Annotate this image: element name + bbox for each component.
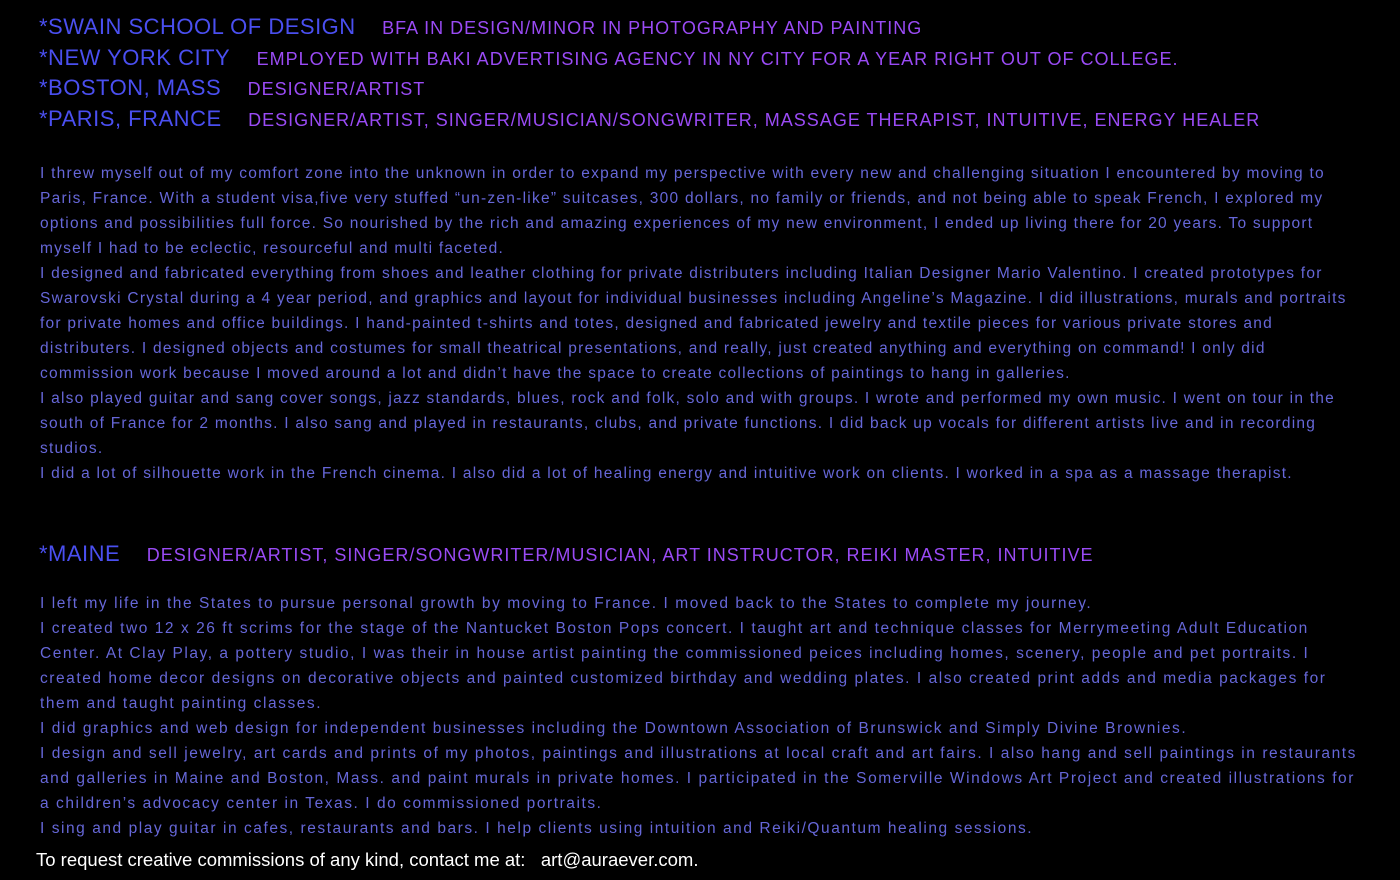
paragraph: I did a lot of silhouette work in the French cinema. I also did a lot of healing energy and intuitive work on clients. I worked in a spa as a massage therapist. — [40, 465, 1293, 482]
heading-role: EMPLOYED WITH BAKI ADVERTISING AGENCY IN NY CITY FOR A YEAR RIGHT OUT OF COLLEGE. — [256, 49, 1179, 69]
contact-prompt: To request creative commissions of any kind, contact me at: — [36, 849, 526, 870]
paragraph: I sing and play guitar in cafes, restaurants and bars. I help clients using intuition and Reiki/Quantum healing sessions. — [40, 820, 1034, 837]
paragraph: I designed and fabricated everything from shoes and leather clothing for private distributers including Italian Designer Mario Valentino. I created prototypes for Swarovski Crystal during a 4 year period, and graphics and layout for individual businesses including Angeline’s Magazine. I did illustrations, murals and portraits for private homes and office buildings. I hand-painted t-shirts and totes, designed and fabricated jewelry and textile pieces for various private stores and distributers. I designed objects and costumes for small theatrical presentations, and really, just created anything and everything on command! I only did commission work because I moved around a lot and didn’t have the space to create collections of paintings to hang in galleries. — [40, 265, 1347, 382]
heading-swain — [39, 14, 922, 40]
paragraph: I created two 12 x 26 ft scrims for the stage of the Nantucket Boston Pops concert. I taught art and technique classes for Merrymeeting Adult Education Center. At Clay Play, a pottery studio, I was their in house artist painting the commissioned peices including homes, scenery, people and pet portraits. I created home decor designs on decorative objects and painted customized birthday and wedding plates. I also created print adds and media packages for them and taught painting classes. — [40, 620, 1327, 712]
heading-place: *MAINE — [39, 541, 121, 566]
heading-place: *PARIS, FRANCE — [39, 106, 222, 131]
heading-maine — [39, 541, 1093, 567]
paragraph: I threw myself out of my comfort zone into the unknown in order to expand my perspective with every new and challenging situation I encountered by moving to Paris, France. With a student visa,five very stuffed “un-zen-like” suitcases, 300 dollars, no family or friends, and not being able to speak French, I explored my options and possibilities full force. So nourished by the rich and amazing experiences of my new environment, I ended up living there for 20 years. To support myself I had to be eclectic, resourceful and multi faceted. — [40, 165, 1325, 257]
maine-description — [40, 591, 1360, 841]
paragraph: I left my life in the States to pursue personal growth by moving to France. I moved back to the States to complete my journey. — [40, 595, 1093, 612]
paragraph: I also played guitar and sang cover songs, jazz standards, blues, rock and folk, solo and with groups. I wrote and performed my own music. I went on tour in the south of France for 2 months. I also sang and played in restaurants, clubs, and private functions. I did back up vocals for different artists live and in recording studios. — [40, 390, 1336, 457]
contact-email[interactable]: art@auraever.com. — [540, 849, 699, 870]
paragraph: I did graphics and web design for independent businesses including the Downtown Association of Brunswick and Simply Divine Brownies. — [40, 720, 1188, 737]
heading-place: *BOSTON, MASS — [39, 75, 222, 100]
heading-role: DESIGNER/ARTIST, SINGER/SONGWRITER/MUSICIAN, ART INSTRUCTOR, REIKI MASTER, INTUITIVE — [146, 545, 1094, 565]
paragraph: I design and sell jewelry, art cards and prints of my photos, paintings and illustrations at local craft and art fairs. I also hang and sell paintings in restaurants and galleries in Maine and Boston, Mass. and paint murals in private homes. I participated in the Somerville Windows Art Project and created illustrations for a children’s advocacy center in Texas. I do commissioned portraits. — [40, 745, 1357, 812]
heading-role: DESIGNER/ARTIST, SINGER/MUSICIAN/SONGWRITER, MASSAGE THERAPIST, INTUITIVE, ENERGY HEALER — [248, 110, 1261, 130]
heading-new-york — [39, 45, 1179, 71]
paris-description — [40, 161, 1360, 486]
heading-role: DESIGNER/ARTIST — [247, 79, 426, 99]
heading-role: BFA IN DESIGN/MINOR IN PHOTOGRAPHY AND PAINTING — [382, 18, 923, 38]
heading-place: *SWAIN SCHOOL OF DESIGN — [39, 14, 356, 39]
heading-place: *NEW YORK CITY — [39, 45, 231, 70]
contact-line — [36, 849, 698, 871]
heading-boston — [39, 75, 425, 101]
heading-paris — [39, 106, 1260, 132]
